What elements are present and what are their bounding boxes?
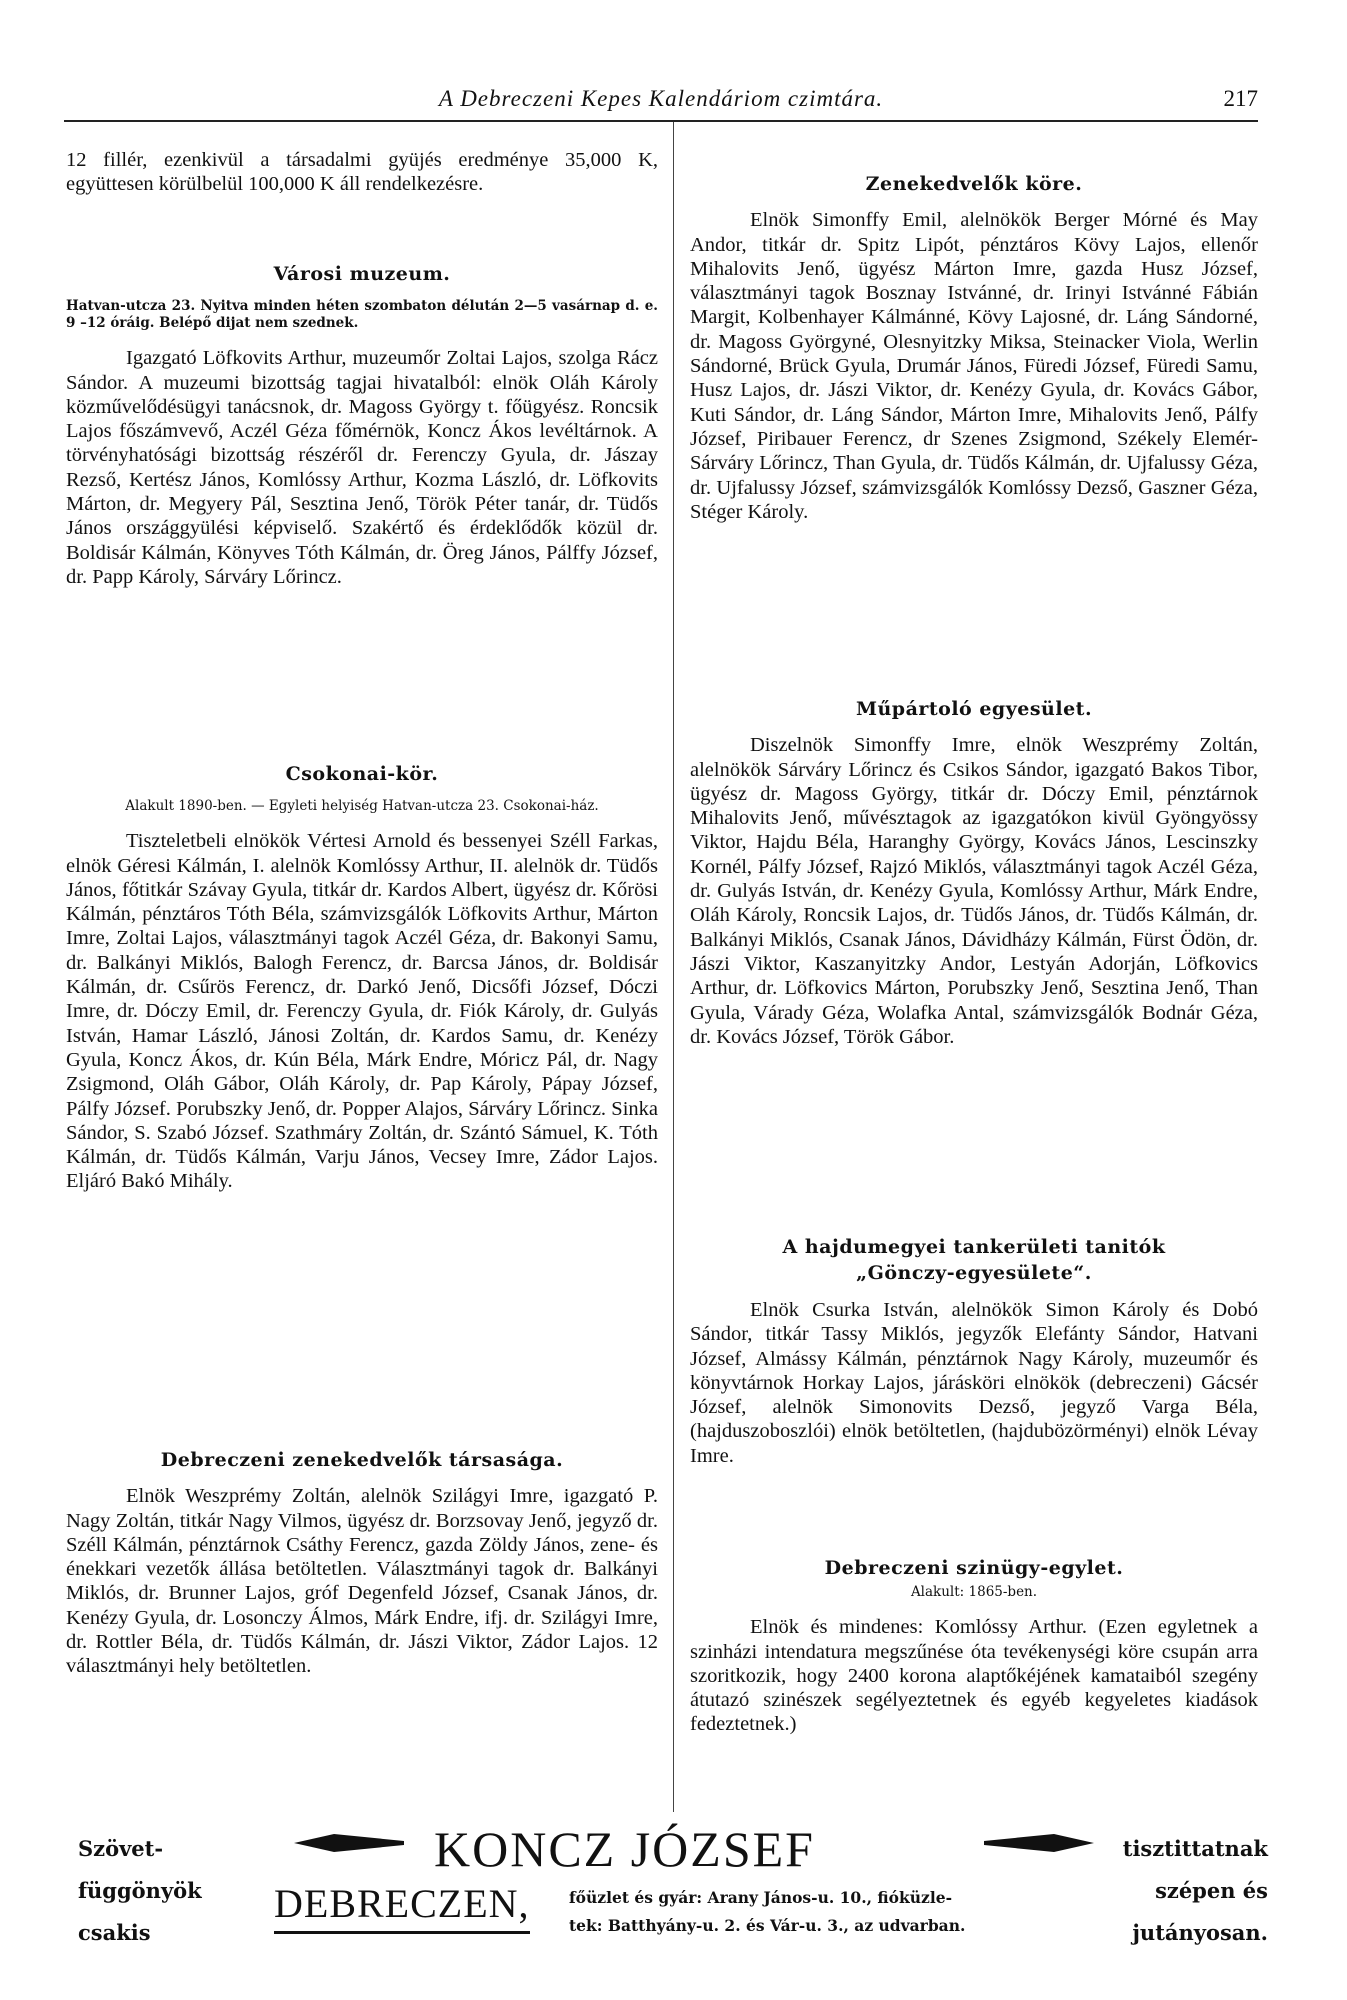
- section-heading: Műpártoló egyesület.: [855, 698, 1093, 720]
- section-zenekedvelok-kore: [690, 172, 1258, 524]
- ad-line: jutányosan.: [1132, 1920, 1268, 1945]
- running-title: A Debreczeni Kepes Kalendáriom czimtára.: [438, 86, 884, 111]
- section-heading: Zenekedvelők köre.: [865, 173, 1083, 195]
- ad-address: [569, 1884, 965, 1940]
- section-csokonai-kor: [66, 762, 658, 1194]
- page-number: 217: [1223, 86, 1258, 111]
- section-szinugy-egylet: [690, 1556, 1258, 1737]
- section-heading: Debreczeni szinügy-egylet.: [824, 1557, 1124, 1579]
- ad-line: csakis: [78, 1920, 151, 1945]
- advertisement: [64, 1820, 1268, 1960]
- paragraph: Elnök Simonffy Emil, alelnökök Berger Mórné és May Andor, titkár dr. Spitz Lipót, pénztáros Kövy Lajos, ellenőr Mihalovits Jenő, ügyész Márton Imre, gazda Husz József, választmányi tagok Bosznay Istvánné, dr. Irinyi Istvánné Fábián Margit, Kolbenhayer Kálmánné, Kövy Lajosné, dr. Láng Sándorné, dr. Magoss Györgyné, Olesnyitzky Miksa, Steinacker Viola, Werlin Sándorné, Brück Gyula, Drumár János, Füredi József, Füredi Samu, Husz Lajos, dr. Jászi Viktor, dr. Kenézy Gyula, dr. Kovács Gábor, Kuti Sándor, dr. Láng Sándor, Márton Imre, Mihalovits Jenő, Pálfy József, Piribauer Ferencz, dr Szenes Zsigmond, Székely Elemér-Sárváry Lőrincz, Than Gyula, dr. Tüdős Kálmán, dr. Ujfalussy Géza, dr. Ujfalussy József, számvizsgálók Komlóssy Dezső, Gaszner Géza, Stéger Károly.: [690, 209, 1258, 523]
- ad-line: tisztittatnak: [1122, 1836, 1268, 1861]
- section-note: Alakult: 1865-ben.: [910, 1584, 1038, 1601]
- section-gonczy-egyesulet: [690, 1234, 1258, 1468]
- paragraph: Elnök Weszprémy Zoltán, alelnök Szilágyi Imre, igazgató P. Nagy Zoltán, titkár Nagy Vilmos, ügyész dr. Borzsovay Jenő, jegyző dr. Széll Kálmán, pénztárnok Csáthy Ferencz, gazda Zöldy János, zene- és énekkari vezetők állása betöltetlen. Választmányi tagok dr. Balkányi Miklós, dr. Brunner Lajos, gróf Degenfeld József, Csanak János, dr. Kenézy Gyula, dr. Losonczy Álmos, Márk Endre, ifj. dr. Szilágyi Imre, dr. Rottler Béla, dr. Tüdős Kálmán, dr. Jászi Viktor, Zádor Lajos. 12 választmányi hely betöltetlen.: [66, 1485, 658, 1678]
- ad-business-name: KONCZ JÓZSEF: [434, 1821, 815, 1877]
- section-note: Alakult 1890-ben. — Egyleti helyiség Hatvan-utcza 23. Csokonai-ház.: [125, 798, 599, 815]
- intro-fragment: [66, 148, 658, 197]
- section-zenekedvelok-tarsasaga: [66, 1448, 658, 1679]
- ad-city: DEBRECZEN,: [274, 1880, 530, 1934]
- paragraph: Tiszteletbeli elnökök Vértesi Arnold és bessenyei Széll Farkas, elnök Géresi Kálmán, I. alelnök Komlóssy Arthur, II. alelnök dr. Tüdős János, főtitkár Szávay Gyula, titkár dr. Kardos Albert, ügyész dr. Kőrösi Kálmán, pénztáros Tóth Béla, számvizsgálók Löfkovits Arthur, Márton Imre, Zoltai Lajos, választmányi tagok Aczél Géza, dr. Bakonyi Samu, dr. Balkányi Miklós, Balogh Ferencz, dr. Barcsa János, dr. Boldisár Kálmán, dr. Csűrös Ferencz, dr. Darkó Jenő, Dicsőfi József, Dóczi Imre, dr. Dóczy Emil, dr. Ferenczy Gyula, dr. Fiók Károly, dr. Gulyás István, Hamar László, Jánosi Zoltán, dr. Kardos Samu, dr. Kenézy Gyula, Koncz Ákos, dr. Kún Béla, Márk Endre, Móricz Pál, dr. Nagy Zsigmond, Oláh Gábor, Oláh Károly, dr. Pap Károly, Pápay József, Pálfy József. Porubszky Jenő, dr. Popper Alajos, Sárváry Lőrincz. Sinka Sándor, S. Szabó József. Szathmáry Zoltán, dr. Szántó Sámuel, K. Tóth Kálmán, dr. Tüdős Kálmán, Varju János, Vecsey Imre, Zádor Lajos. Eljáró Bakó Mihály.: [66, 830, 658, 1193]
- section-heading: Csokonai-kör.: [285, 763, 439, 785]
- right-arrow-ornament-icon: [984, 1832, 1094, 1854]
- ad-line: Szövet-: [78, 1836, 164, 1861]
- ad-line: szépen és: [1155, 1878, 1268, 1903]
- ad-line: főüzlet és gyár: Arany János-u. 10., fióküzle-: [569, 1888, 953, 1907]
- ad-left-text: [78, 1828, 202, 1954]
- left-arrow-ornament-icon: [294, 1832, 404, 1854]
- section-heading: Városi muzeum.: [273, 263, 451, 285]
- column-divider: [673, 122, 674, 1812]
- section-varosi-muzeum: [66, 262, 658, 589]
- paragraph: Elnök és mindenes: Komlóssy Arthur. (Ezen egyletnek a szinházi intendatura megszűnése óta tevékenységi köre csupán arra szoritkozik, hogy 2400 korona alaptőkéjének kamataiból szegény átutazó szinészek segélyeztetnek és egyéb kegyeletes kiadások fedeztetnek.): [690, 1616, 1258, 1736]
- ad-line: függönyök: [78, 1878, 202, 1903]
- section-heading: Debreczeni zenekedvelők társasága.: [160, 1449, 564, 1471]
- ad-line: tek: Batthyány-u. 2. és Vár-u. 3., az udvarban.: [569, 1916, 966, 1935]
- paragraph: Diszelnök Simonffy Imre, elnök Weszprémy Zoltán, alelnökök Sárváry Lőrincz és Csikos Sándor, igazgató Bakos Tibor, ügyész dr. Magoss György, titkár dr. Dóczy Emil, pénztárnok Mihalovits Jenő, művésztagok az igazgatókon kivül Gyöngyössy Viktor, Hajdu Béla, Haranghy György, Kovács János, Lescinszky Kornél, Pálfy József, Rajzó Miklós, választmányi tagok Aczél Géza, dr. Gulyás István, dr. Kenézy Gyula, Komlóssy Arthur, Márk Endre, Oláh Károly, Roncsik Lajos, dr. Tüdős János, dr. Tüdős Kálmán, dr. Balkányi Miklós, Csanak János, Dávidházy Kálmán, Fürst Ödön, dr. Jászi Viktor, Kaszanyitzky Andor, Lestyán Adorján, Löfkovics Arthur, dr. Löfkovics Márton, Porubszky Jenő, Sesztina Jenő, Than Gyula, Várady Géza, Wolafka Antal, számvizsgálók Bodnár Géza, dr. Kovács József, Török Gábor.: [690, 734, 1258, 1048]
- section-note: Hatvan-utcza 23. Nyitva minden héten szombaton délután 2—5 vasárnap d. e. 9 –12 óráig. Belépő dijat nem szednek.: [66, 298, 658, 332]
- section-mupartolo-egyesulet: [690, 697, 1258, 1049]
- ad-right-text: [1123, 1828, 1268, 1954]
- section-heading: A hajdumegyei tankerületi tanitók „Gönczy-egyesülete“.: [782, 1236, 1166, 1284]
- running-header: [64, 80, 1258, 122]
- paragraph: 12 fillér, ezenkivül a társadalmi gyüjés eredménye 35,000 K, együttesen körülbelül 100,000 K áll rendelkezésre.: [66, 149, 658, 196]
- paragraph: Elnök Csurka István, alelnökök Simon Károly és Dobó Sándor, titkár Tassy Miklós, jegyzők Elefánty Sándor, Hatvani József, Almássy Kálmán, pénztárnok Nagy Károly, muzeumőr és könyvtárnok Horkay Lajos, járásköri elnökök (debreczeni) Gácsér József, alelnök Simonovits Dezső, jegyző Varga Béla, (hajduszoboszlói) elnök betöltetlen, (hajdubözörményi) elnök Lévay Imre.: [690, 1299, 1258, 1467]
- paragraph: Igazgató Löfkovits Arthur, muzeumőr Zoltai Lajos, szolga Rácz Sándor. A muzeumi bizottság tagjai hivatalból: elnök Oláh Károly közművelődésügyi tanácsnok, dr. Magoss György t. főügyész. Roncsik Lajos főszámvevő, Aczél Géza főmérnök, Koncz Ákos levéltárnok. A törvényhatósági bizottság részéről dr. Ferenczy Gyula, dr. Jászay Rezső, Kertész János, Komlóssy Arthur, Kozma László, dr. Löfkovits Márton, dr. Megyery Pál, Sesztina Jenő, Török Péter tanár, dr. Tüdős János országgyülési képviselő. Szakértő és érdeklődők közül dr. Boldisár Kálmán, Könyves Tóth Kálmán, dr. Öreg János, Pálffy József, dr. Papp Károly, Sárváry Lőrincz.: [66, 347, 658, 588]
